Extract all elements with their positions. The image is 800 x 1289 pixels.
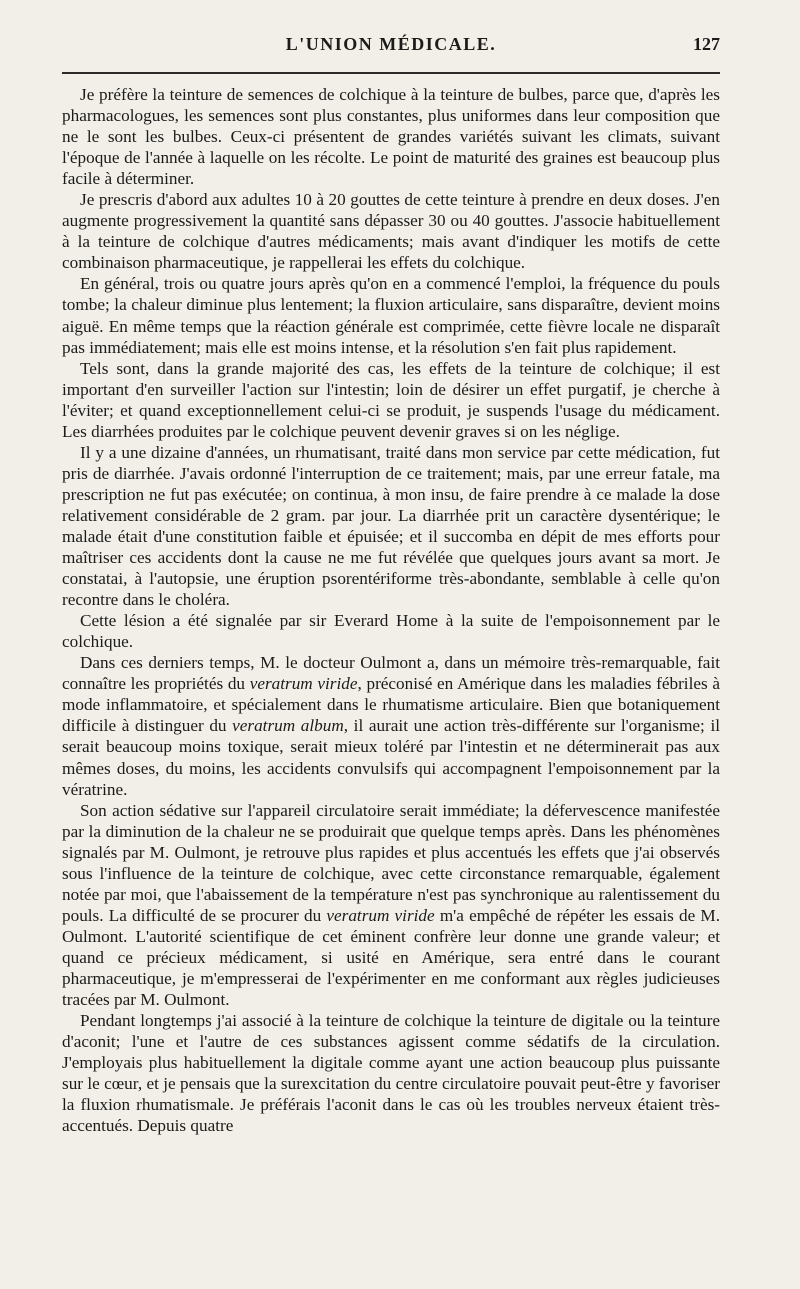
- paragraph: [62, 442, 720, 610]
- paragraph: [62, 652, 720, 799]
- paragraph: [62, 800, 720, 1010]
- text-run: Cette lésion a été signalée par sir Everard Home à la suite de l'empoisonnement par le colchique.: [62, 611, 720, 652]
- text-run: Son action sédative sur l'appareil circulatoire serait immédiate; la défervescence manifestée par la diminution de la chaleur ne se produirait que quelque temps après. Dans les phénomènes signalés par M. Oulmont, je retrouve plus rapides et plus accentués les effets que j'ai observés sous l'influence de la teinture de colchique, avec cette circonstance remarquable, également notée par moi, que l'abaissement de la température n'est pas synchronique au ralentissement du pouls. La difficulté de se procurer du: [62, 800, 720, 925]
- page-header: [62, 34, 720, 68]
- text-run: m'a empêché de répéter les essais de M. Oulmont. L'autorité scientifique de cet éminent confrère leur donne une grande valeur; et quand ce précieux médicament, si usité en Amérique, sera entré dans le courant pharmaceutique, je m'empresserai de l'expérimenter en me conformant aux règles judicieuses tracées par M. Oulmont.: [62, 905, 720, 1010]
- text-run: Dans ces derniers temps, M. le docteur Oulmont a, dans un mémoire très-remarquable, fait connaître les propriétés du: [62, 653, 720, 694]
- text-run: Tels sont, dans la grande majorité des cas, les effets de la teinture de colchique; il est important d'en surveiller l'action sur l'intestin; loin de désirer un effet purgatif, je cherche à l'éviter; et quand exceptionnellement celui-ci se produit, je suspends l'usage du médicament. Les diarrhées produites par le colchique peuvent devenir graves si on les néglige.: [62, 358, 720, 441]
- paragraph: [62, 358, 720, 442]
- italic-term: veratrum album: [232, 716, 344, 736]
- italic-term: veratrum viride: [326, 905, 435, 925]
- paragraph: [62, 610, 720, 652]
- text-run: Pendant longtemps j'ai associé à la teinture de colchique la teinture de digitale ou la teinture d'aconit; l'une et l'autre de ces substances agissent comme sédatifs de la circulation. J'employais plus habituellement la digitale comme ayant une action beaucoup plus puissante sur le cœur, et je pensais que la surexcitation du centre circulatoire pouvait peut-être y favoriser la fluxion rhumatismale. Je préférais l'aconit dans le cas où les troubles nerveux étaient très-accentués. Depuis quatre: [62, 1011, 720, 1136]
- paragraph: [62, 189, 720, 273]
- body-text: [62, 84, 720, 1136]
- page-number: 127: [693, 34, 720, 54]
- text-run: , il aurait une action très-différente sur l'organisme; il serait beaucoup moins toxique, serait mieux toléré par l'intestin et ne déterminerait pas aux mêmes doses, du moins, les accidents convulsifs qui accompagnent l'empoisonnement par la vératrine.: [62, 716, 721, 799]
- header-rule: [62, 72, 720, 74]
- text-run: Je préfère la teinture de semences de colchique à la teinture de bulbes, parce que, d'après les pharmacologues, les semences sont plus constantes, plus uniformes dans leur composition que ne le sont les bulbes. Ceux-ci présentent de grandes variétés suivant les climats, suivant l'époque de l'année à laquelle on les récolte. Le point de maturité des graines est beaucoup plus facile à déterminer.: [62, 85, 720, 189]
- text-run: En général, trois ou quatre jours après qu'on en a commencé l'emploi, la fréquence du pouls tombe; la chaleur diminue plus lentement; la fluxion articulaire, sans disparaître, devient moins aiguë. En même temps que la réaction générale est comprimée, cette fièvre locale ne disparaît pas immédiatement; mais elle est moins intense, et la résolution s'en fait plus rapidement.: [62, 274, 720, 357]
- text-run: Il y a une dizaine d'années, un rhumatisant, traité dans mon service par cette médication, fut pris de diarrhée. J'avais ordonné l'interruption de ce traitement; mais, par une erreur fatale, ma prescription ne fut pas exécutée; on continua, à mon insu, de faire prendre à ce malade la dose relativement considérable de 2 gram. par jour. La diarrhée prit un caractère dysentérique; le malade était d'une constitution faible et épuisée; et il succomba en dépit de mes efforts pour maîtriser ces accidents dont la cause ne me fut révélée que quelques jours avant sa mort. Je constatai, à l'autopsie, une éruption psorentériforme très-abondante, semblable à celle qu'on recontre dans le choléra.: [62, 442, 720, 610]
- italic-term: veratrum viride: [249, 674, 358, 694]
- paragraph: [62, 273, 720, 357]
- text-run: Je prescris d'abord aux adultes 10 à 20 gouttes de cette teinture à prendre en deux doses. J'en augmente progressivement la quantité sans dépasser 30 ou 40 gouttes. J'associe habituellement à la teinture de colchique d'autres médicaments; mais avant d'indiquer les motifs de cette combinaison pharmaceutique, je rappellerai les effets du colchique.: [62, 190, 720, 273]
- text-run: , préconisé en Amérique dans les maladies fébriles à mode inflammatoire, et spécialement dans le rhumatisme articulaire. Bien que botaniquement difficile à distinguer du: [62, 674, 720, 736]
- running-title: L'UNION MÉDICALE.: [285, 34, 497, 54]
- paragraph: [62, 84, 720, 189]
- paragraph: [62, 1010, 720, 1136]
